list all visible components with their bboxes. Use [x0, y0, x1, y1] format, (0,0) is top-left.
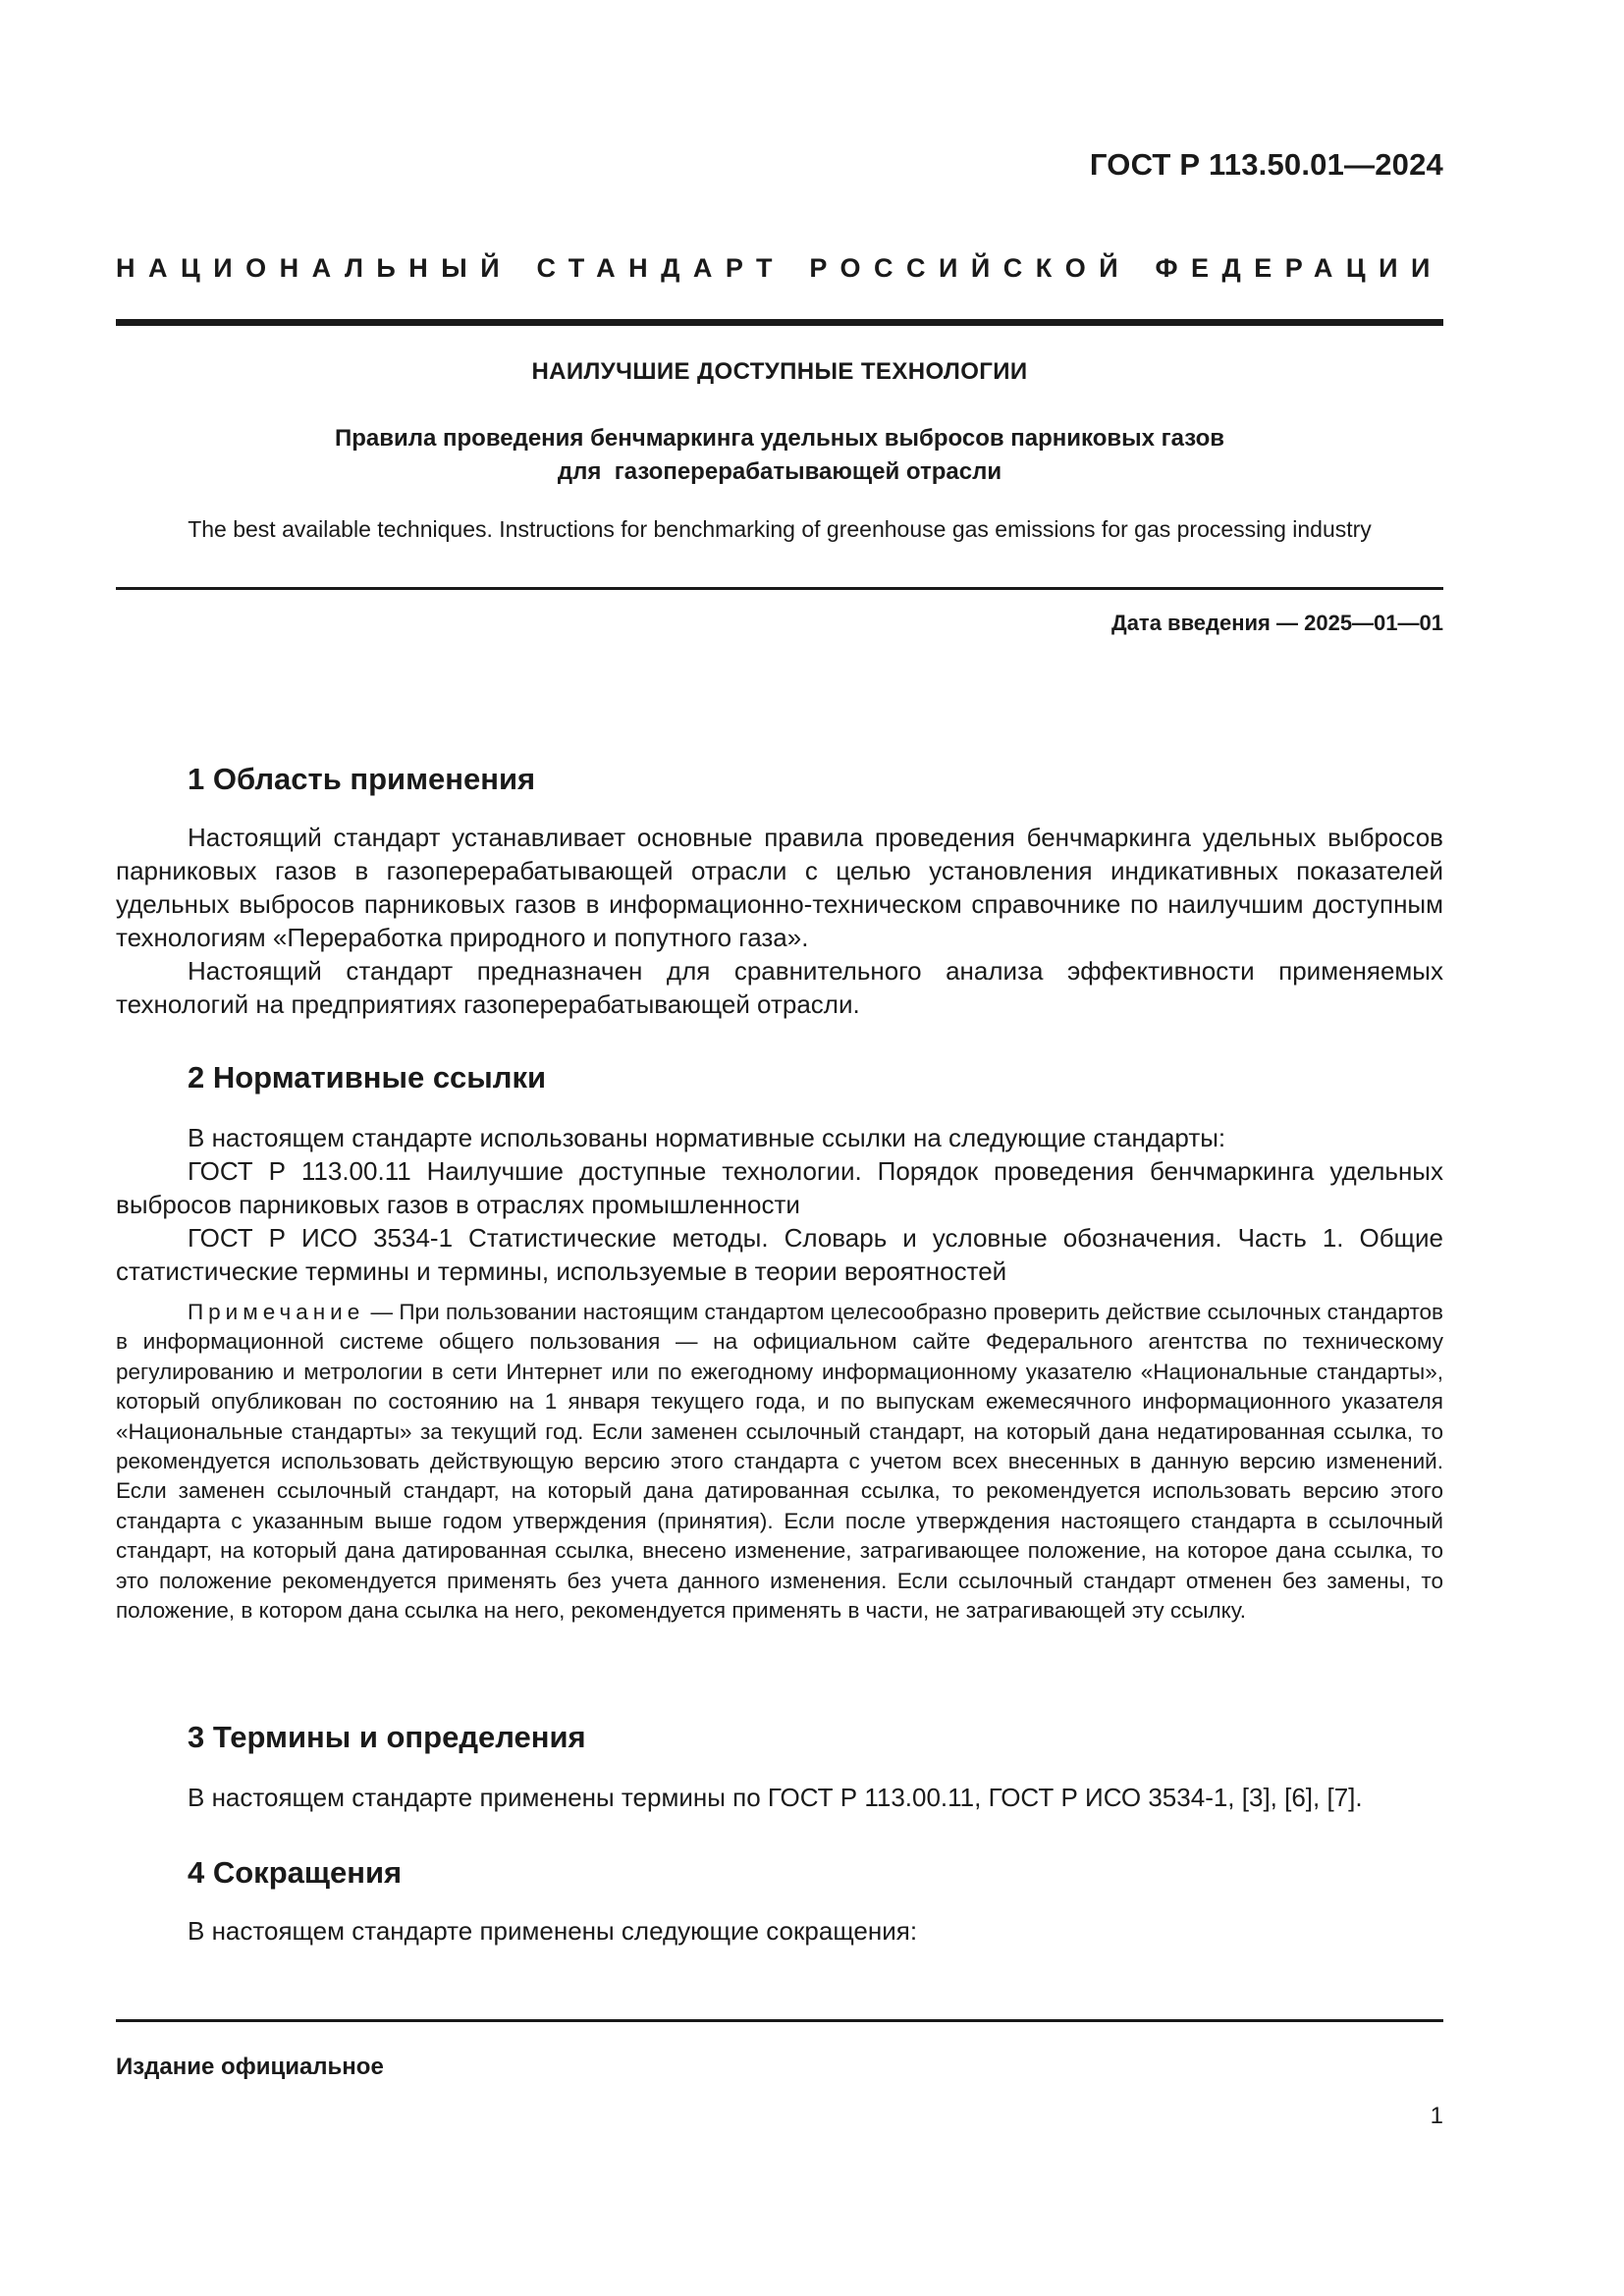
section-4-paragraph-1	[116, 1914, 1443, 1948]
section-3-heading: 3 Термины и определения	[188, 1720, 586, 1754]
national-word-3: РОССИЙСКОЙ	[809, 253, 1132, 283]
title-divider	[116, 587, 1443, 590]
national-word-1: НАЦИОНАЛЬНЫЙ	[116, 253, 514, 283]
section-2-reference-1	[116, 1154, 1443, 1221]
document-title: НАИЛУЧШИЕ ДОСТУПНЫЕ ТЕХНОЛОГИИ	[531, 358, 1028, 385]
introduction-date: Дата введения — 2025—01—01	[1111, 611, 1443, 635]
section-2-heading: 2 Нормативные ссылки	[188, 1060, 547, 1095]
english-title: The best available techniques. Instructions for benchmarking of greenhouse gas emissions for gas processing industry	[188, 516, 1372, 542]
header-divider	[116, 319, 1443, 326]
subtitle-line-1: Правила проведения бенчмаркинга удельных выбросов парниковых газов	[334, 425, 1225, 452]
section-3-paragraph-1-text: В настоящем стандарте применены термины по ГОСТ Р 113.00.11, ГОСТ Р ИСО 3534-1, [3], [6], [7].	[188, 1783, 1363, 1812]
section-3-paragraph-1	[116, 1781, 1443, 1814]
section-4-heading: 4 Сокращения	[188, 1855, 403, 1890]
section-1-heading: 1 Область применения	[188, 762, 536, 796]
section-2-note	[116, 1298, 1443, 1626]
section-2-reference-2	[116, 1221, 1443, 1288]
note-text: — При пользовании настоящим стандартом целесообразно проверить действие ссылочных стандартов в информационной системе общего пользования — на официальном сайте Федерального агентства по техническому регулированию и метрологии в сети Интернет или по ежегодному информационному указателю «Национальные стандарты», который опубликован по состоянию на 1 января текущего года, и по выпускам ежемесячного информационного указателя «Национальные стандарты» за текущий год. Если заменен ссылочный стандарт, на который дана недатированная ссылка, то рекомендуется использовать действующую версию этого стандарта с учетом всех внесенных в данную версию изменений. Если заменен ссылочный стандарт, на который дана датированная ссылка, то рекомендуется использовать версию этого стандарта с указанным выше годом утверждения (принятия). Если после утверждения настоящего стандарта в ссылочный стандарт, на который дана датированная ссылка, внесено изменение, затрагивающее положение, на которое дана ссылка, то это положение рекомендуется применять без учета данного изменения. Если ссылочный стандарт отменен без замены, то положение, в котором дана ссылка на него, рекомендуется применять в части, не затрагивающей эту ссылку.	[116, 1300, 1443, 1624]
section-1-paragraph-2	[116, 954, 1443, 1021]
subtitle-line-2: для газоперерабатывающей отрасли	[557, 458, 1002, 485]
section-2-reference-2-text: ГОСТ Р ИСО 3534-1 Статистические методы. Словарь и условные обозначения. Часть 1. Общие статистические термины и термины, используемые в теории вероятностей	[116, 1223, 1443, 1286]
national-standard-banner	[116, 253, 1443, 284]
section-4-paragraph-1-text: В настоящем стандарте применены следующие сокращения:	[188, 1916, 918, 1946]
national-word-4: ФЕДЕРАЦИИ	[1155, 253, 1443, 283]
official-edition-label: Издание официальное	[116, 2054, 384, 2080]
document-subtitle	[116, 422, 1443, 489]
section-2-paragraph-1	[116, 1121, 1443, 1154]
note-label: Примечание	[188, 1300, 365, 1324]
section-2-reference-1-text: ГОСТ Р 113.00.11 Наилучшие доступные технологии. Порядок проведения бенчмаркинга удельных выбросов парниковых газов в отраслях промышленности	[116, 1156, 1443, 1219]
section-1-paragraph-2-text: Настоящий стандарт предназначен для сравнительного анализа эффективности применяемых технологий на предприятиях газоперерабатывающей отрасли.	[116, 956, 1443, 1019]
page-number: 1	[1430, 2103, 1443, 2129]
section-2-paragraph-1-text: В настоящем стандарте использованы нормативные ссылки на следующие стандарты:	[188, 1123, 1226, 1152]
document-number: ГОСТ Р 113.50.01—2024	[1089, 147, 1443, 182]
section-1-paragraph-1	[116, 821, 1443, 954]
footer-divider	[116, 2019, 1443, 2022]
section-1-paragraph-1-text: Настоящий стандарт устанавливает основные правила проведения бенчмаркинга удельных выбросов парниковых газов в газоперерабатывающей отрасли с целью установления индикативных показателей удельных выбросов парниковых газов в информационно-техническом справочнике по наилучшим доступным технологиям «Переработка природного и попутного газа».	[116, 823, 1443, 952]
national-word-2: СТАНДАРТ	[536, 253, 785, 283]
